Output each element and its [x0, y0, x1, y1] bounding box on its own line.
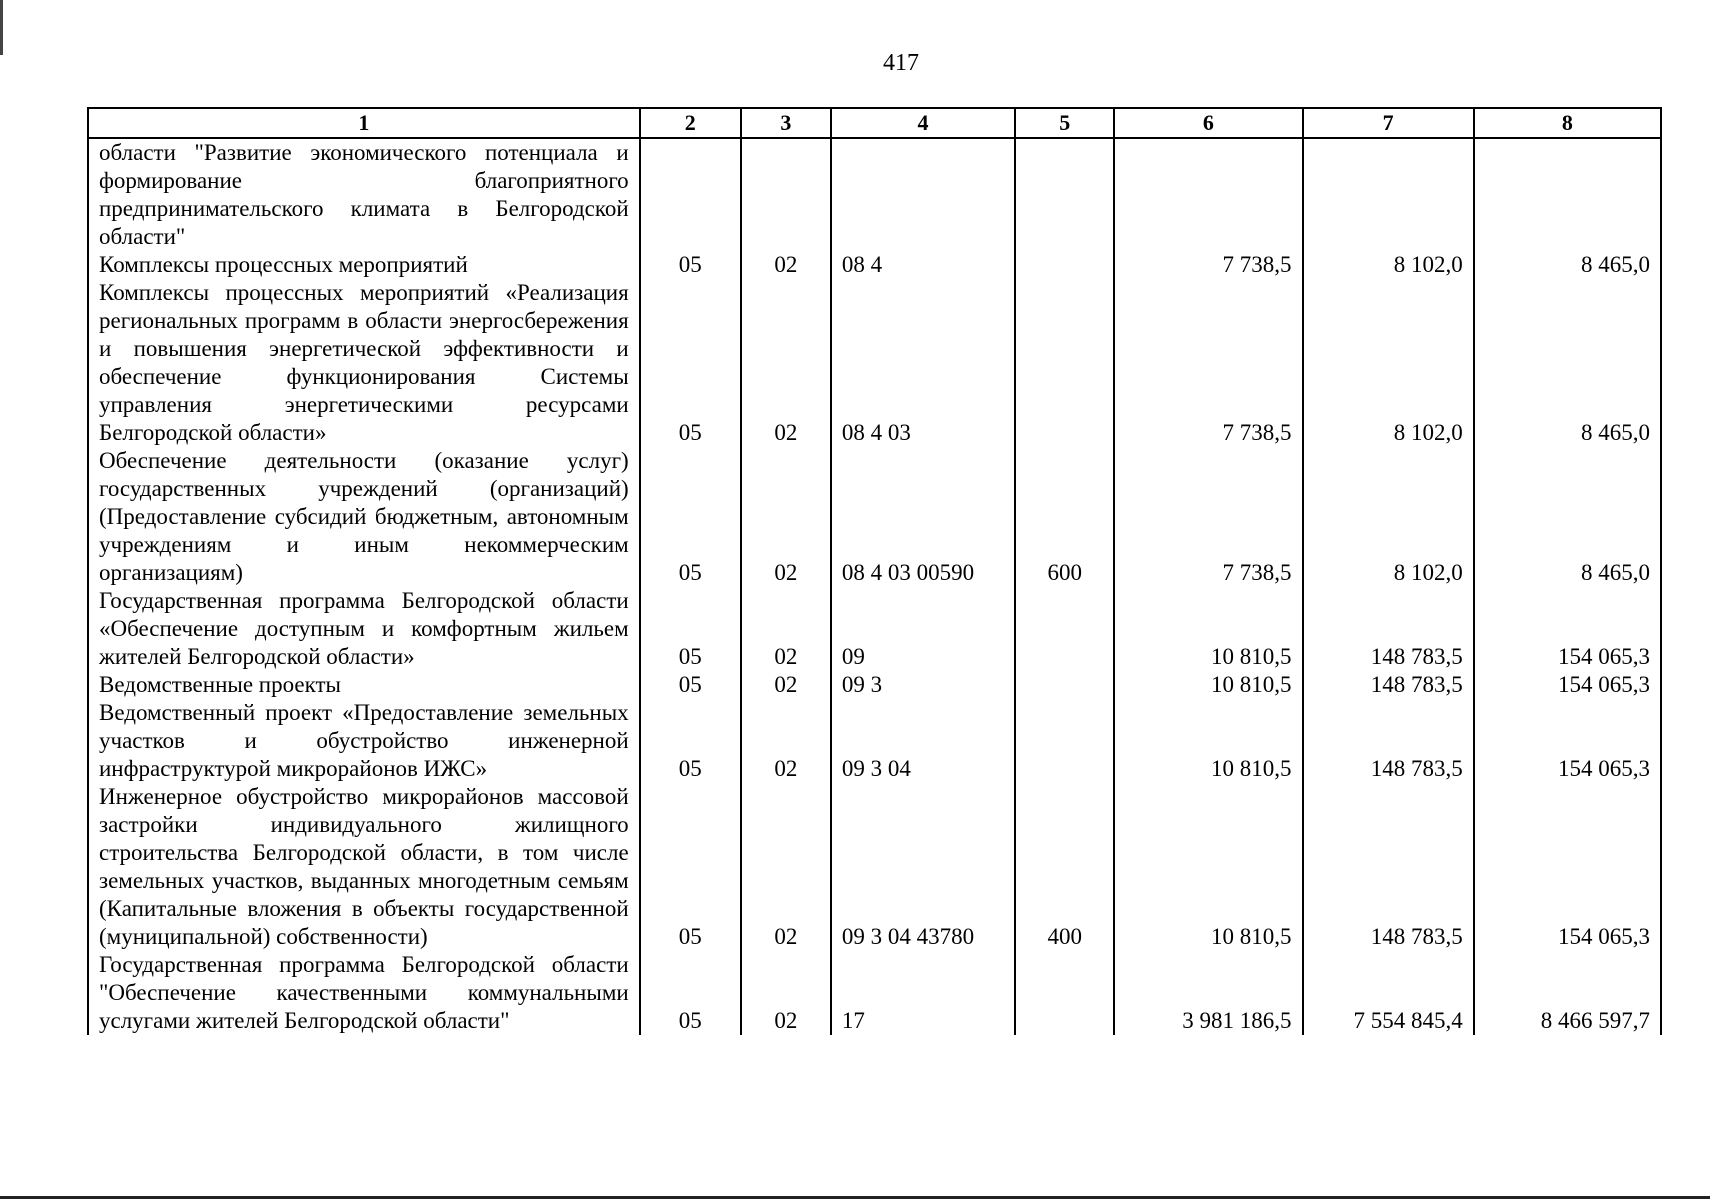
- row-target-article: 09 3: [831, 671, 1015, 699]
- table-row: [88, 447, 1661, 587]
- row-target-article: 08 4: [831, 251, 1015, 279]
- row-name: Комплексы процессных мероприятий «Реализация региональных программ в области энергосбережения и повышения энергетической эффективности и обеспечение функционирования Системы управления энергетическими ресурсами Белгородской области»: [88, 279, 640, 447]
- row-target-article: 09 3 04: [831, 699, 1015, 783]
- row-section: 05: [640, 699, 741, 783]
- row-amount-col6: 10 810,5: [1114, 587, 1302, 671]
- header-col-2: 2: [640, 108, 741, 138]
- table-row: [88, 671, 1661, 699]
- row-section: 05: [640, 671, 741, 699]
- row-section: 05: [640, 783, 741, 951]
- row-amount-col8: 8 466 597,7: [1474, 951, 1661, 1035]
- header-col-5: 5: [1015, 108, 1114, 138]
- table-row: [88, 951, 1661, 1035]
- row-name: Инженерное обустройство микрорайонов массовой застройки индивидуального жилищного строительства Белгородской области, в том числе земельных участков, выданных многодетным семьям (Капитальные вложения в объекты государственной (муниципальной) собственности): [88, 783, 640, 951]
- table-row: [88, 587, 1661, 671]
- row-amount-col7: 148 783,5: [1303, 783, 1474, 951]
- row-name: Государственная программа Белгородской области «Обеспечение доступным и комфортным жильем жителей Белгородской области»: [88, 587, 640, 671]
- row-amount-col6: 3 981 186,5: [1114, 951, 1302, 1035]
- table-row: [88, 138, 1661, 251]
- scan-edge-mark: [0, 0, 3, 55]
- header-col-1: 1: [88, 108, 640, 138]
- row-expense-type: [1015, 951, 1114, 1035]
- row-name: Комплексы процессных мероприятий: [88, 251, 640, 279]
- row-subsection: 02: [741, 587, 831, 671]
- row-target-article: [831, 138, 1015, 251]
- row-amount-col8: 154 065,3: [1474, 699, 1661, 783]
- row-amount-col8: 154 065,3: [1474, 671, 1661, 699]
- row-expense-type: [1015, 699, 1114, 783]
- row-target-article: 17: [831, 951, 1015, 1035]
- row-amount-col7: 7 554 845,4: [1303, 951, 1474, 1035]
- row-target-article: 09: [831, 587, 1015, 671]
- row-amount-col7: 8 102,0: [1303, 279, 1474, 447]
- header-col-6: 6: [1114, 108, 1302, 138]
- row-name: Ведомственные проекты: [88, 671, 640, 699]
- row-subsection: 02: [741, 279, 831, 447]
- row-name: Ведомственный проект «Предоставление земельных участков и обустройство инженерной инфраструктурой микрорайонов ИЖС»: [88, 699, 640, 783]
- table-row: [88, 783, 1661, 951]
- row-amount-col6: 10 810,5: [1114, 699, 1302, 783]
- header-col-7: 7: [1303, 108, 1474, 138]
- row-section: 05: [640, 951, 741, 1035]
- row-subsection: 02: [741, 671, 831, 699]
- row-amount-col7: [1303, 138, 1474, 251]
- row-expense-type: 400: [1015, 783, 1114, 951]
- row-subsection: [741, 138, 831, 251]
- page-number: 417: [883, 50, 919, 76]
- table-header-row: [88, 108, 1661, 138]
- row-expense-type: [1015, 671, 1114, 699]
- table-row: [88, 279, 1661, 447]
- row-section: 05: [640, 251, 741, 279]
- row-name: Обеспечение деятельности (оказание услуг) государственных учреждений (организаций) (Предоставление субсидий бюджетным, автономным учреждениям и иным некоммерческим организациям): [88, 447, 640, 587]
- row-expense-type: 600: [1015, 447, 1114, 587]
- row-expense-type: [1015, 279, 1114, 447]
- row-section: 05: [640, 447, 741, 587]
- row-section: 05: [640, 279, 741, 447]
- row-section: 05: [640, 587, 741, 671]
- row-amount-col7: 8 102,0: [1303, 251, 1474, 279]
- row-amount-col8: 8 465,0: [1474, 447, 1661, 587]
- row-amount-col6: 7 738,5: [1114, 279, 1302, 447]
- row-amount-col8: [1474, 138, 1661, 251]
- row-target-article: 08 4 03: [831, 279, 1015, 447]
- row-expense-type: [1015, 138, 1114, 251]
- row-amount-col6: 7 738,5: [1114, 251, 1302, 279]
- row-target-article: 09 3 04 43780: [831, 783, 1015, 951]
- row-name: области "Развитие экономического потенциала и формирование благоприятного предпринимательского климата в Белгородской области": [88, 138, 640, 251]
- row-amount-col6: [1114, 138, 1302, 251]
- row-subsection: 02: [741, 251, 831, 279]
- header-col-4: 4: [831, 108, 1015, 138]
- header-col-3: 3: [741, 108, 831, 138]
- row-amount-col7: 148 783,5: [1303, 671, 1474, 699]
- row-amount-col7: 148 783,5: [1303, 699, 1474, 783]
- row-name: Государственная программа Белгородской области "Обеспечение качественными коммунальными услугами жителей Белгородской области": [88, 951, 640, 1035]
- row-subsection: 02: [741, 783, 831, 951]
- row-target-article: 08 4 03 00590: [831, 447, 1015, 587]
- row-amount-col8: 154 065,3: [1474, 783, 1661, 951]
- page-bottom-border: [0, 1196, 1710, 1199]
- table-row: [88, 251, 1661, 279]
- row-amount-col7: 148 783,5: [1303, 587, 1474, 671]
- row-amount-col6: 10 810,5: [1114, 783, 1302, 951]
- row-amount-col7: 8 102,0: [1303, 447, 1474, 587]
- header-col-8: 8: [1474, 108, 1661, 138]
- table-row: [88, 699, 1661, 783]
- row-expense-type: [1015, 587, 1114, 671]
- budget-table: [87, 107, 1662, 1035]
- row-subsection: 02: [741, 699, 831, 783]
- row-subsection: 02: [741, 951, 831, 1035]
- row-amount-col8: 8 465,0: [1474, 251, 1661, 279]
- row-amount-col8: 8 465,0: [1474, 279, 1661, 447]
- row-amount-col8: 154 065,3: [1474, 587, 1661, 671]
- row-expense-type: [1015, 251, 1114, 279]
- row-subsection: 02: [741, 447, 831, 587]
- row-section: [640, 138, 741, 251]
- row-amount-col6: 7 738,5: [1114, 447, 1302, 587]
- row-amount-col6: 10 810,5: [1114, 671, 1302, 699]
